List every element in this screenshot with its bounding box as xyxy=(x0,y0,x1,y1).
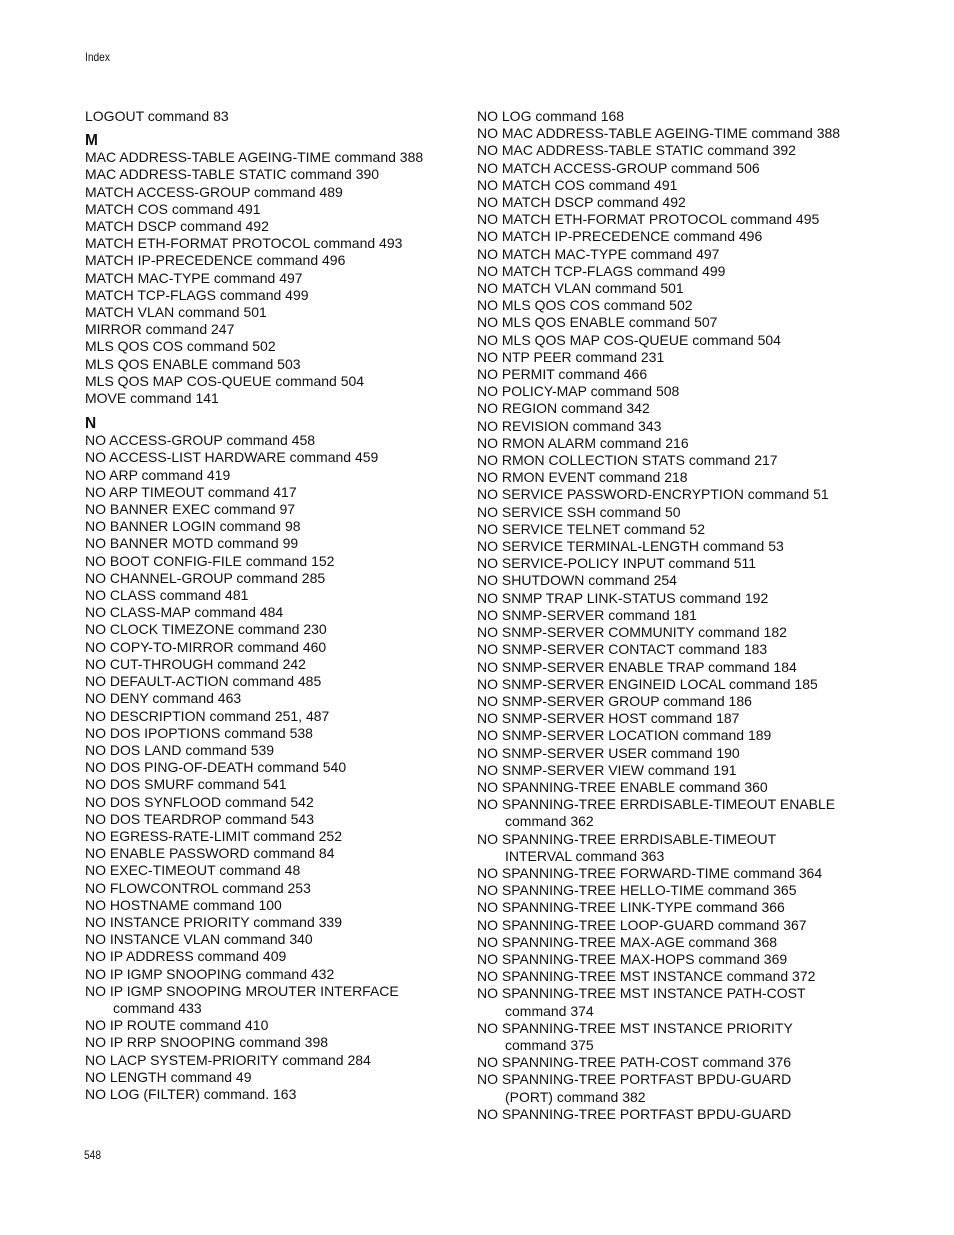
index-entry: NO SNMP-SERVER LOCATION command 189 xyxy=(477,727,772,744)
index-entry: NO DOS SMURF command 541 xyxy=(85,776,287,793)
index-entry: NO IP ADDRESS command 409 xyxy=(85,948,287,965)
index-entry: NO BANNER EXEC command 97 xyxy=(85,501,296,518)
index-entry: MATCH COS command 491 xyxy=(85,200,261,217)
index-entry: NO SPANNING-TREE FORWARD-TIME command 364 xyxy=(477,864,823,881)
index-entry: NO MATCH TCP-FLAGS command 499 xyxy=(477,262,726,279)
index-entry: NO SNMP-SERVER VIEW command 191 xyxy=(477,761,737,778)
index-entry: NO SPANNING-TREE MAX-AGE command 368 xyxy=(477,933,778,950)
index-entry: MAC ADDRESS-TABLE STATIC command 390 xyxy=(85,166,380,183)
index-entry: NO SPANNING-TREE MAX-HOPS command 369 xyxy=(477,950,788,967)
index-column-left xyxy=(85,108,465,1103)
index-entry: NO SHUTDOWN command 254 xyxy=(477,572,677,589)
index-entry: NO SPANNING-TREE PATH-COST command 376 xyxy=(477,1054,792,1071)
index-entry-continuation: command 433 xyxy=(113,999,202,1016)
index-entry: NO DOS PING-OF-DEATH command 540 xyxy=(85,759,347,776)
index-entry: NO SNMP-SERVER COMMUNITY command 182 xyxy=(477,624,787,641)
index-entry: NO MATCH DSCP command 492 xyxy=(477,194,686,211)
index-entry: NO MATCH ETH-FORMAT PROTOCOL command 495 xyxy=(477,211,820,228)
index-entry: NO MLS QOS MAP COS-QUEUE command 504 xyxy=(477,331,781,348)
index-entry: NO RMON ALARM command 216 xyxy=(477,434,689,451)
index-entry: NO MATCH MAC-TYPE command 497 xyxy=(477,245,720,262)
index-entry: NO IP RRP SNOOPING command 398 xyxy=(85,1034,329,1051)
index-entry: MATCH ACCESS-GROUP command 489 xyxy=(85,183,343,200)
index-entry: NO RMON EVENT command 218 xyxy=(477,469,688,486)
index-entry: NO LOG (FILTER) command. 163 xyxy=(85,1085,297,1102)
index-entry: MOVE command 141 xyxy=(85,390,219,407)
index-entry: NO SNMP-SERVER USER command 190 xyxy=(477,744,740,761)
index-entry: NO SERVICE SSH command 50 xyxy=(477,503,681,520)
section-letter-m: M xyxy=(85,132,98,150)
index-entry: NO IP IGMP SNOOPING command 432 xyxy=(85,965,335,982)
index-entry: NO REGION command 342 xyxy=(477,400,650,417)
index-entry: NO CUT-THROUGH command 242 xyxy=(85,655,306,672)
index-entry: NO SPANNING-TREE MST INSTANCE PRIORITY xyxy=(477,1019,793,1036)
index-entry: NO CLASS command 481 xyxy=(85,587,249,604)
index-entry: NO POLICY-MAP command 508 xyxy=(477,383,680,400)
index-entry: MATCH VLAN command 501 xyxy=(85,304,267,321)
index-entry: NO SPANNING-TREE PORTFAST BPDU-GUARD xyxy=(477,1071,792,1088)
index-entry: MATCH IP-PRECEDENCE command 496 xyxy=(85,252,346,269)
index-entry: NO ARP TIMEOUT command 417 xyxy=(85,483,297,500)
index-entry: NO MLS QOS COS command 502 xyxy=(477,297,693,314)
index-entry: NO SNMP-SERVER command 181 xyxy=(477,606,697,623)
index-entry: NO NTP PEER command 231 xyxy=(477,348,665,365)
index-entry: NO MATCH COS command 491 xyxy=(477,176,678,193)
index-entry: NO IP ROUTE command 410 xyxy=(85,1017,269,1034)
index-entry: MATCH ETH-FORMAT PROTOCOL command 493 xyxy=(85,235,403,252)
index-entry: MATCH TCP-FLAGS command 499 xyxy=(85,286,309,303)
index-entry: NO DOS LAND command 539 xyxy=(85,741,275,758)
index-entry: LOGOUT command 83 xyxy=(85,108,229,124)
index-entry: NO PERMIT command 466 xyxy=(477,366,648,383)
running-head: Index xyxy=(85,50,110,64)
index-entry: NO SPANNING-TREE LINK-TYPE command 366 xyxy=(477,899,785,916)
index-entry: NO SNMP-SERVER CONTACT command 183 xyxy=(477,641,768,658)
index-entry: NO SPANNING-TREE MST INSTANCE PATH-COST xyxy=(477,985,806,1002)
index-entry: NO LACP SYSTEM-PRIORITY command 284 xyxy=(85,1051,371,1068)
index-entry: NO MAC ADDRESS-TABLE AGEING-TIME command 388 xyxy=(477,125,841,142)
index-entry: MATCH MAC-TYPE command 497 xyxy=(85,269,303,286)
index-entry: NO DOS IPOPTIONS command 538 xyxy=(85,724,313,741)
index-entry: NO DOS SYNFLOOD command 542 xyxy=(85,793,314,810)
index-entry: NO SPANNING-TREE LOOP-GUARD command 367 xyxy=(477,916,807,933)
index-entry: MIRROR command 247 xyxy=(85,321,235,338)
index-entry: NO REVISION command 343 xyxy=(477,417,662,434)
index-entry: NO CLASS-MAP command 484 xyxy=(85,604,284,621)
index-entry: NO SPANNING-TREE HELLO-TIME command 365 xyxy=(477,882,797,899)
index-entry: NO HOSTNAME command 100 xyxy=(85,896,282,913)
index-entry: NO EGRESS-RATE-LIMIT command 252 xyxy=(85,827,342,844)
index-entry: NO INSTANCE VLAN command 340 xyxy=(85,931,313,948)
index-entry: NO SPANNING-TREE ERRDISABLE-TIMEOUT xyxy=(477,830,777,847)
index-entry: NO DESCRIPTION command 251, 487 xyxy=(85,707,330,724)
index-entry-continuation: (PORT) command 382 xyxy=(505,1088,646,1105)
index-entry: NO SNMP TRAP LINK-STATUS command 192 xyxy=(477,589,769,606)
index-entry: NO SPANNING-TREE PORTFAST BPDU-GUARD xyxy=(477,1105,792,1122)
index-entry-continuation: command 375 xyxy=(505,1036,594,1053)
index-entry: NO LENGTH command 49 xyxy=(85,1068,252,1085)
index-entry: NO DOS TEARDROP command 543 xyxy=(85,810,315,827)
index-entry: NO SNMP-SERVER HOST command 187 xyxy=(477,710,740,727)
index-entry: NO DENY command 463 xyxy=(85,690,242,707)
index-entry: NO MATCH VLAN command 501 xyxy=(477,280,684,297)
index-entry: NO SERVICE TELNET command 52 xyxy=(477,520,705,537)
index-entry: MAC ADDRESS-TABLE AGEING-TIME command 388 xyxy=(85,149,424,166)
index-entry: NO BOOT CONFIG-FILE command 152 xyxy=(85,552,335,569)
index-entry: NO LOG command 168 xyxy=(477,108,625,124)
index-entry: NO DEFAULT-ACTION command 485 xyxy=(85,673,322,690)
index-entry: NO SERVICE-POLICY INPUT command 511 xyxy=(477,555,757,572)
index-entry: NO FLOWCONTROL command 253 xyxy=(85,879,311,896)
index-entry: MATCH DSCP command 492 xyxy=(85,218,269,235)
index-entry: NO MLS QOS ENABLE command 507 xyxy=(477,314,718,331)
index-entry-continuation: command 374 xyxy=(505,1002,594,1019)
index-entry: NO MATCH IP-PRECEDENCE command 496 xyxy=(477,228,763,245)
index-entry: NO ENABLE PASSWORD command 84 xyxy=(85,845,335,862)
section-gap xyxy=(85,407,465,415)
index-entry: NO SPANNING-TREE ENABLE command 360 xyxy=(477,778,768,795)
index-entry: NO RMON COLLECTION STATS command 217 xyxy=(477,452,778,469)
index-entry: NO SNMP-SERVER GROUP command 186 xyxy=(477,692,752,709)
index-entry: NO INSTANCE PRIORITY command 339 xyxy=(85,913,342,930)
index-entry: NO ARP command 419 xyxy=(85,466,231,483)
index-entry-continuation: command 362 xyxy=(505,813,594,830)
index-entry-continuation: INTERVAL command 363 xyxy=(505,847,665,864)
section-letter-n: N xyxy=(85,415,97,433)
index-entry: NO SPANNING-TREE ERRDISABLE-TIMEOUT ENABLE xyxy=(477,796,836,813)
index-entry: NO COPY-TO-MIRROR command 460 xyxy=(85,638,327,655)
index-entry: NO MAC ADDRESS-TABLE STATIC command 392 xyxy=(477,142,796,159)
index-entry: NO SNMP-SERVER ENABLE TRAP command 184 xyxy=(477,658,797,675)
page-number: 548 xyxy=(84,1148,102,1162)
index-entry: NO BANNER LOGIN command 98 xyxy=(85,518,301,535)
index-entry: NO ACCESS-LIST HARDWARE command 459 xyxy=(85,449,379,466)
index-entry: NO EXEC-TIMEOUT command 48 xyxy=(85,862,301,879)
index-entry: NO CHANNEL-GROUP command 285 xyxy=(85,569,326,586)
index-entry: NO SERVICE TERMINAL-LENGTH command 53 xyxy=(477,538,784,555)
index-entry: MLS QOS COS command 502 xyxy=(85,338,276,355)
index-entry: NO SNMP-SERVER ENGINEID LOCAL command 185 xyxy=(477,675,818,692)
index-entry: NO SPANNING-TREE MST INSTANCE command 372 xyxy=(477,968,816,985)
index-entry: NO BANNER MOTD command 99 xyxy=(85,535,299,552)
index-entry: NO SERVICE PASSWORD-ENCRYPTION command 51 xyxy=(477,486,829,503)
index-entry: NO IP IGMP SNOOPING MROUTER INTERFACE xyxy=(85,982,399,999)
index-entry: MLS QOS ENABLE command 503 xyxy=(85,355,301,372)
index-column-right xyxy=(477,108,877,1123)
index-entry: NO CLOCK TIMEZONE command 230 xyxy=(85,621,327,638)
index-entry: MLS QOS MAP COS-QUEUE command 504 xyxy=(85,372,365,389)
index-entry: NO MATCH ACCESS-GROUP command 506 xyxy=(477,159,760,176)
index-entry: NO ACCESS-GROUP command 458 xyxy=(85,432,316,449)
